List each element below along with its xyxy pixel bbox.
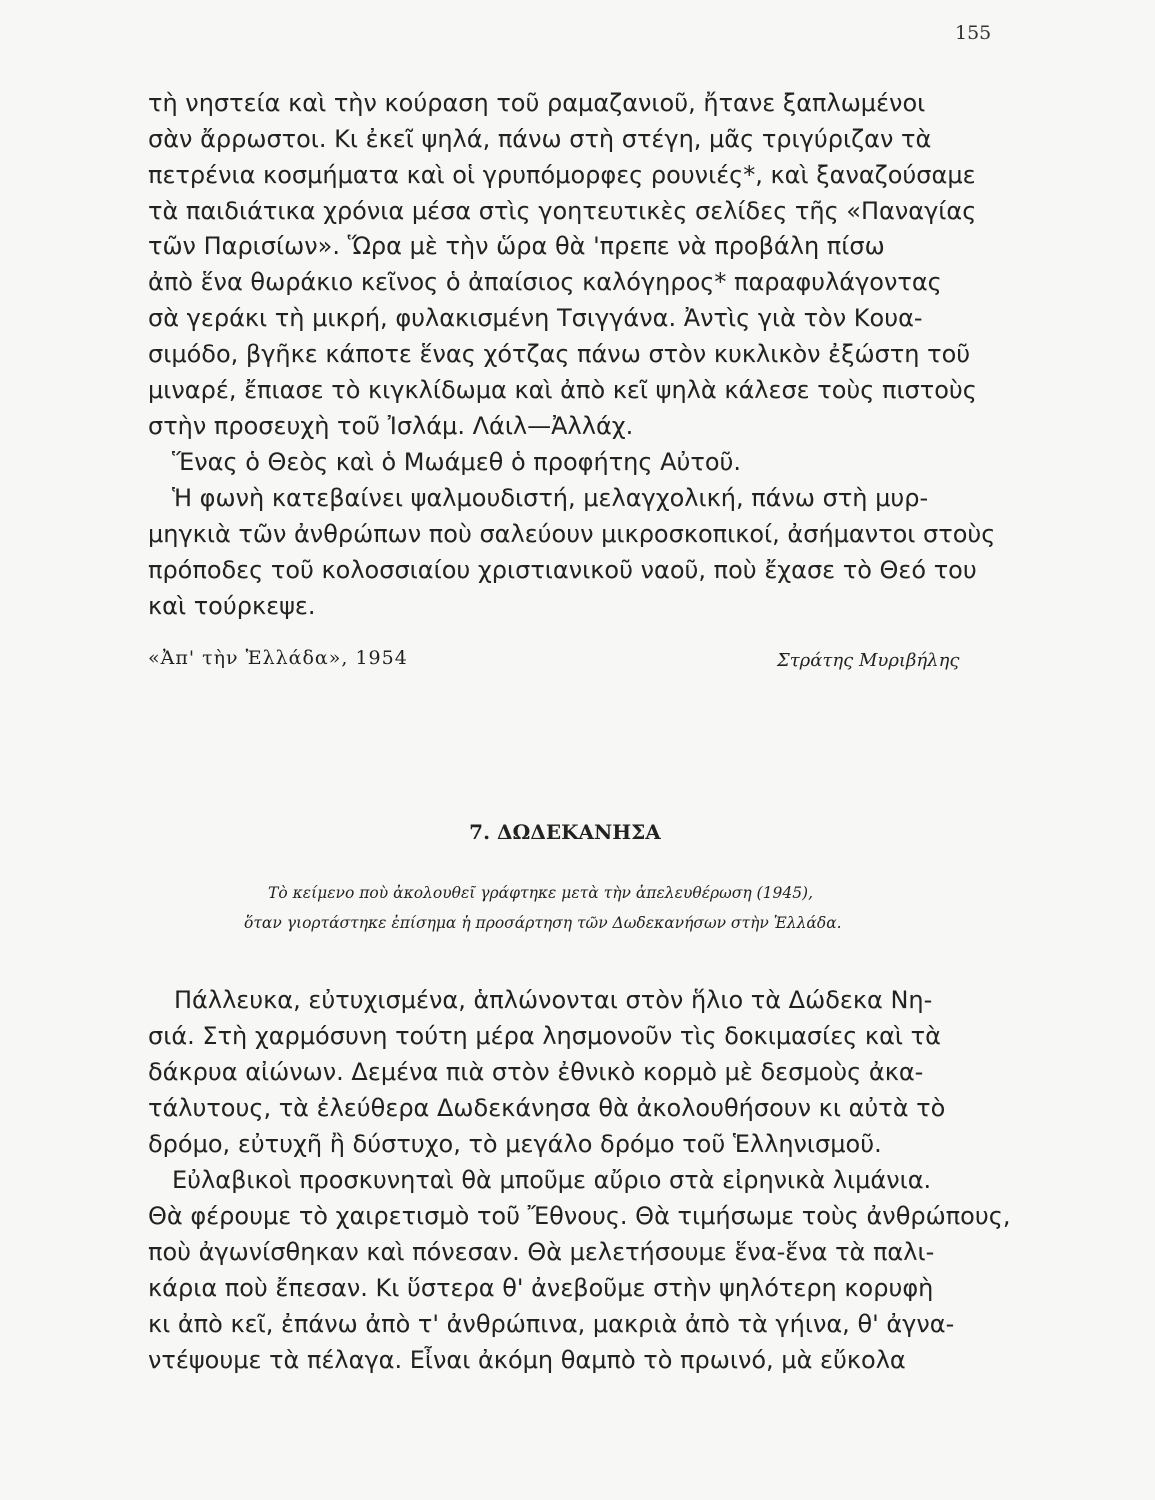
text-line: ποὺ ἀγωνίσθηκαν καὶ πόνεσαν. Θὰ μελετήσουμε ἕνα-ἕνα τὰ παλι- [148, 1238, 935, 1266]
text-line: τῶν Παρισίων». Ὥρα μὲ τὴν ὥρα θὰ 'πρεπε νὰ προβάλη πίσω [148, 232, 885, 260]
text-line: ντέψουμε τὰ πέλαγα. Εἶναι ἀκόμη θαμπὸ τὸ πρωινό, μὰ εὔκολα [148, 1346, 906, 1374]
text-line: Εὐλαβικοὶ προσκυνηταὶ θὰ μποῦμε αὔριο στὰ εἰρηνικὰ λιμάνια. [172, 1166, 932, 1194]
text-line: τὰ παιδιάτικα χρόνια μέσα στὶς γοητευτικὲς σελίδες τῆς «Παναγίας [148, 197, 977, 225]
text-line: δρόμο, εὐτυχῆ ἢ δύστυχο, τὸ μεγάλο δρόμο τοῦ Ἑλληνισμοῦ. [148, 1130, 882, 1158]
text-line: μιναρέ, ἔπιασε τὸ κιγκλίδωμα καὶ ἀπὸ κεῖ ψηλὰ κάλεσε τοὺς πιστοὺς [148, 376, 977, 404]
text-line: πρόποδες τοῦ κολοσσιαίου χριστιανικοῦ ναοῦ, ποὺ ἔχασε τὸ Θεό του [148, 556, 977, 584]
text-line: κι ἀπὸ κεῖ, ἐπάνω ἀπὸ τ' ἀνθρώπινα, μακριὰ ἀπὸ τὰ γήινα, θ' ἀγνα- [148, 1310, 955, 1338]
text-line: κάρια ποὺ ἔπεσαν. Κι ὕστερα θ' ἀνεβοῦμε στὴν ψηλότερη κορυφὴ [148, 1274, 934, 1302]
page-number: 155 [955, 22, 992, 44]
text-line: Θὰ φέρουμε τὸ χαιρετισμὸ τοῦ Ἔθνους. Θὰ τιμήσωμε τοὺς ἀνθρώπους, [148, 1202, 1011, 1230]
intro-line: ὅταν γιορτάστηκε ἐπίσημα ἡ προσάρτηση τῶν Δωδεκανήσων στὴν Ἑλλάδα. [244, 914, 842, 932]
text-line: σιά. Στὴ χαρμόσυνη τούτη μέρα λησμονοῦν τὶς δοκιμασίες καὶ τὰ [148, 1022, 941, 1050]
text-line: στὴν προσευχὴ τοῦ Ἰσλάμ. Λάιλ—Ἀλλάχ. [148, 412, 634, 440]
text-line: Πάλλευκα, εὐτυχισμένα, ἁπλώνονται στὸν ἥλιο τὰ Δώδεκα Νη- [174, 986, 933, 1014]
text-line: τάλυτους, τὰ ἐλεύθερα Δωδεκάνησα θὰ ἀκολουθήσουν κι αὐτὰ τὸ [148, 1094, 946, 1122]
text-line: σιμόδο, βγῆκε κάποτε ἕνας χότζας πάνω στὸν κυκλικὸν ἐξώστη τοῦ [148, 340, 971, 368]
text-line: σὰ γεράκι τὴ μικρή, φυλακισμένη Τσιγγάνα. Ἀντὶς γιὰ τὸν Κουα- [148, 304, 923, 332]
text-line: σὰν ἄρρωστοι. Κι ἐκεῖ ψηλά, πάνω στὴ στέγη, μᾶς τριγύριζαν τὰ [148, 125, 932, 153]
text-line: δάκρυα αἰώνων. Δεμένα πιὰ στὸν ἐθνικὸ κορμὸ μὲ δεσμοὺς ἀκα- [148, 1058, 924, 1086]
intro-line: Τὸ κείμενο ποὺ ἀκολουθεῖ γράφτηκε μετὰ τὴν ἀπελευθέρωση (1945), [268, 884, 814, 902]
text-line: καὶ τούρκεψε. [148, 592, 316, 620]
text-line: μηγκιὰ τῶν ἀνθρώπων ποὺ σαλεύουν μικροσκοπικοί, ἀσήμαντοι στοὺς [148, 520, 996, 548]
text-line: πετρένια κοσμήματα καὶ οἱ γρυπόμορφες ρουνιές*, καὶ ξαναζούσαμε [148, 161, 976, 189]
source-citation: «Ἀπ' τὴν Ἑλλάδα», 1954 [148, 647, 408, 669]
text-line: τὴ νηστεία καὶ τὴν κούραση τοῦ ραμαζανιοῦ, ἤτανε ξαπλωμένοι [148, 89, 926, 117]
author-name: Στράτης Μυριβήλης [777, 650, 960, 671]
section-heading: 7. ΔΩΔΕΚΑΝΗΣΑ [469, 820, 661, 844]
text-line: Ἕνας ὁ Θεὸς καὶ ὁ Μωάμεθ ὁ προφήτης Αὐτοῦ. [172, 448, 742, 476]
text-line: Ἡ φωνὴ κατεβαίνει ψαλμουδιστή, μελαγχολική, πάνω στὴ μυρ- [172, 484, 929, 512]
text-line: ἀπὸ ἕνα θωράκιο κεῖνος ὁ ἀπαίσιος καλόγηρος* παραφυλάγοντας [148, 268, 942, 296]
